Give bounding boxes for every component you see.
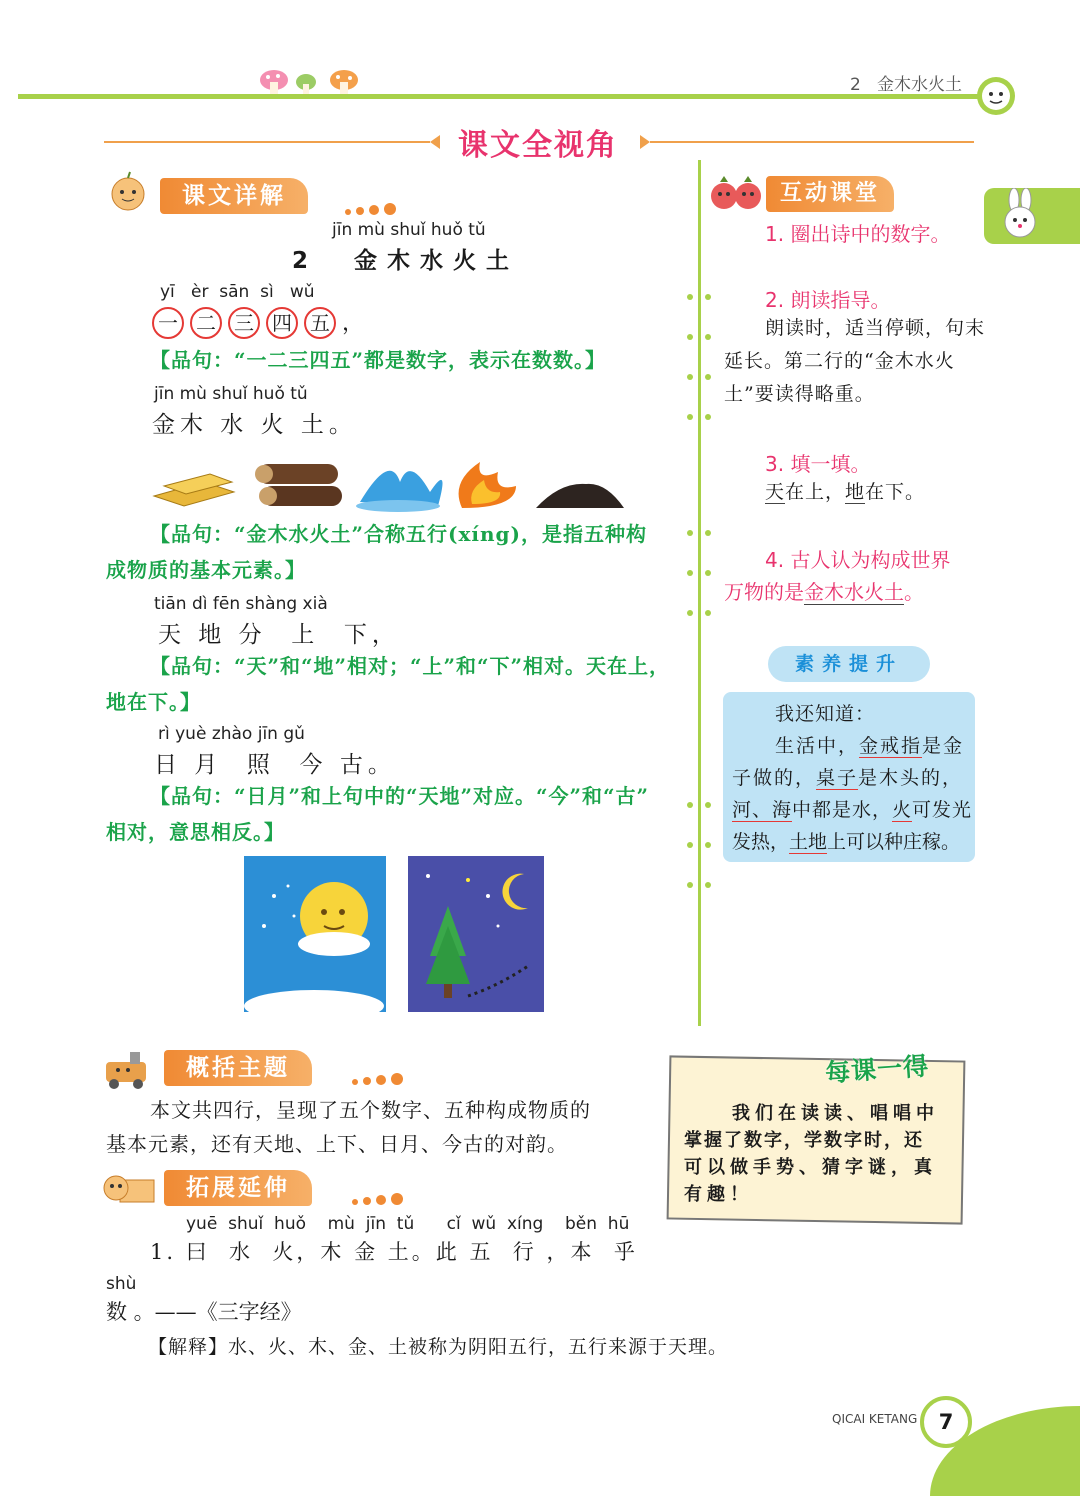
extend-shu-pinyin: shù	[106, 1274, 137, 1294]
section-header-detail: 课文详解	[160, 178, 308, 214]
circled-number: 三	[228, 307, 260, 339]
question-1: 1. 圈出诗中的数字。	[765, 222, 951, 246]
soil-icon	[536, 484, 624, 508]
divider-knot	[687, 882, 711, 888]
literacy-text: 中都是水，	[792, 799, 893, 821]
answer-3	[765, 476, 925, 509]
divider-knot	[687, 610, 711, 616]
poem-number: 2	[292, 248, 319, 274]
wood-logs-icon	[255, 464, 342, 506]
literacy-underline: 金戒指	[859, 735, 923, 757]
numbers-punct: ，	[342, 311, 365, 336]
literacy-line-5	[732, 826, 960, 859]
section-header-extend: 拓展延伸	[164, 1170, 312, 1206]
extend-text: 1. 曰 水 火，木 金 土。此 五 行 ，本 乎	[150, 1240, 638, 1264]
literacy-line-3	[732, 762, 963, 795]
literacy-text: 发热，	[732, 831, 790, 853]
literacy-underline: 河、海	[732, 799, 793, 821]
note-3b: 地在下。】	[106, 690, 201, 714]
tip-title: 每课一得	[824, 1051, 931, 1088]
running-header	[850, 70, 962, 95]
five-elements-illustration	[150, 452, 630, 516]
divider-knot	[687, 374, 711, 380]
answer-3-blank-1: 天	[765, 481, 786, 503]
note-2a: 【品句：“金木水火土”合称五行(xíng)，是指五种构	[150, 522, 647, 546]
divider-knot	[687, 294, 711, 300]
note-2b: 成物质的基本元素。】	[106, 558, 306, 582]
divider-knot	[687, 802, 711, 808]
title-pinyin: jīn mù shuǐ huǒ tǔ	[332, 220, 486, 240]
line2-text: 金木 水 火 土。	[152, 412, 357, 438]
literacy-text: 上可以种庄稼。	[827, 831, 961, 853]
section-header-summary: 概括主题	[164, 1050, 312, 1086]
header-lesson-number: 2	[849, 75, 861, 95]
header-lesson-title: 金木水火土	[877, 75, 962, 95]
question-4a: 4. 古人认为构成世界	[765, 548, 951, 572]
divider-knot	[687, 414, 711, 420]
rabbit-icon	[990, 188, 1050, 244]
line3-pinyin: tiān dì fēn shàng xià	[154, 594, 328, 614]
circled-number: 二	[190, 307, 222, 339]
fire-icon	[459, 462, 516, 508]
question-2: 2. 朗读指导。	[765, 288, 891, 312]
train-mascot-icon	[100, 1046, 160, 1090]
sun-picture	[244, 856, 386, 1012]
extend-source: 数 。——《三字经》	[106, 1300, 302, 1324]
answer-2a: 朗读时，适当停顿，句末	[765, 317, 986, 339]
column-divider	[698, 160, 701, 1026]
line2-pinyin: jīn mù shuǐ huǒ tǔ	[154, 384, 308, 404]
note-1: 【品句：“一二三四五”都是数字，表示在数数。】	[150, 348, 607, 372]
section-dots	[352, 1190, 408, 1209]
divider-knot	[687, 530, 711, 536]
mushroom-icons	[258, 68, 368, 100]
summary-line-1: 本文共四行，呈现了五个数字、五种构成物质的	[150, 1098, 591, 1122]
divider-knot	[687, 842, 711, 848]
extend-pinyin: yuē shuǐ huǒ mù jīn tǔ cǐ wǔ xíng běn hū	[186, 1214, 630, 1234]
literacy-line-4	[732, 794, 972, 827]
circled-number: 一	[152, 307, 184, 339]
title-arrow-left	[430, 135, 440, 149]
question-4b-end: 。	[904, 580, 924, 604]
page-title: 课文全视角	[458, 128, 618, 163]
circled-number: 五	[304, 307, 336, 339]
section-dots	[345, 200, 401, 219]
literacy-underline: 桌子	[816, 767, 859, 789]
section-header-interactive: 互动课堂	[766, 176, 894, 212]
tip-line-1: 我们在读读、唱唱中	[732, 1103, 939, 1124]
literacy-underline: 火	[892, 799, 913, 821]
question-3: 3. 填一填。	[765, 452, 871, 476]
line3-text: 天 地 分 上 下，	[158, 622, 400, 648]
numbers-line	[152, 306, 364, 339]
circled-number: 四	[266, 307, 298, 339]
header-bar	[18, 94, 978, 99]
title-arrow-right	[640, 135, 650, 149]
tip-line-4: 有趣！	[684, 1184, 753, 1205]
fruit-mascot-icon	[100, 170, 156, 218]
note-4a: 【品句：“日月”和上句中的“天地”对应。“今”和“古”	[150, 784, 650, 808]
gold-bars-icon	[154, 474, 234, 506]
title-rule-left	[104, 141, 430, 143]
page-number: 7	[920, 1396, 972, 1448]
literacy-header: 素养提升	[768, 646, 930, 682]
section-dots	[352, 1070, 408, 1089]
question-4b-text: 万物的是	[724, 580, 804, 604]
line1-pinyin: yī èr sān sì wǔ	[160, 282, 315, 302]
line4-text: 日 月 照 今 古。	[154, 752, 396, 778]
summary-line-2: 基本元素，还有天地、上下、日月、今古的对韵。	[106, 1132, 568, 1156]
strawberry-mascot-icon	[706, 172, 766, 218]
literacy-underline: 土地	[789, 831, 828, 853]
side-tab	[984, 188, 1080, 244]
answer-2c: 土”要读得略重。	[724, 383, 875, 405]
title-rule-right	[650, 141, 974, 143]
literacy-text: 可发光	[912, 799, 973, 821]
extend-explain: 【解释】水、火、木、金、土被称为阴阳五行，五行来源于天理。	[148, 1336, 729, 1358]
literacy-text: 是金	[922, 735, 965, 757]
poem-title-text: 金木水火土	[354, 248, 520, 274]
answer-4-blank: 金木水火土	[804, 580, 904, 604]
tip-line-2: 掌握了数字，学数字时，还	[684, 1130, 924, 1151]
poem-title	[292, 242, 519, 275]
question-4b	[724, 576, 924, 605]
line4-pinyin: rì yuè zhào jīn gǔ	[158, 724, 305, 744]
answer-2b: 延长。第二行的“金木水火	[724, 350, 955, 372]
note-3a: 【品句：“天”和“地”相对；“上”和“下”相对。天在上，	[150, 654, 671, 678]
answer-3-blank-2: 地	[845, 481, 866, 503]
divider-knot	[687, 570, 711, 576]
footer-brand: QICAI KETANG	[832, 1412, 918, 1426]
answer-3-text-1: 在上，	[785, 481, 846, 503]
literacy-text: 是木头的，	[858, 767, 964, 789]
literacy-text: 生活中，	[775, 735, 860, 757]
answer-3-text-2: 在下。	[865, 481, 926, 503]
tip-line-3: 可以做手势、猜字谜，真	[684, 1157, 937, 1178]
note-4b: 相对，意思相反。】	[106, 820, 285, 844]
divider-knot	[687, 334, 711, 340]
literacy-line-1: 我还知道：	[775, 703, 876, 725]
literacy-line-2	[775, 730, 964, 763]
literacy-text: 子做的，	[732, 767, 817, 789]
book-mascot-icon	[100, 1166, 160, 1208]
water-splash-icon	[356, 471, 443, 512]
moon-night-picture	[408, 856, 544, 1012]
mascot-icon	[972, 74, 1020, 118]
